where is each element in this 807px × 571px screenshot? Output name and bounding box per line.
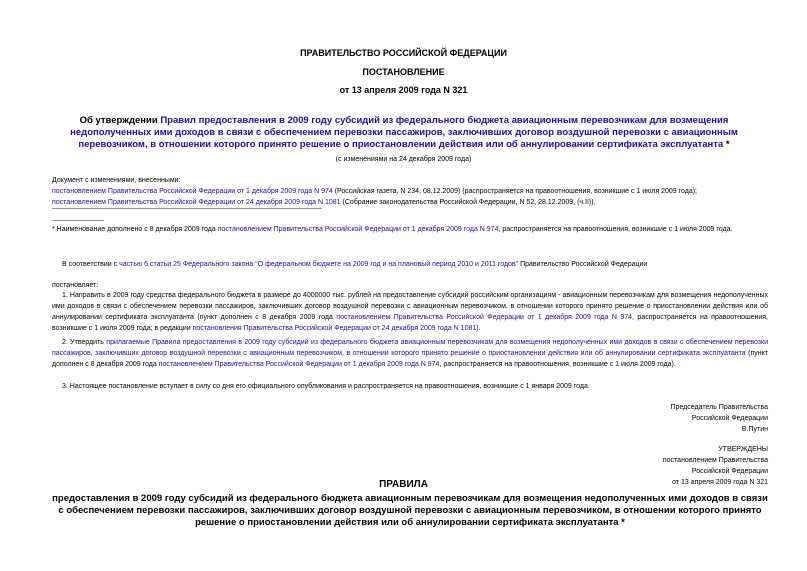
federal-law-link[interactable]: частью 6 статьи 25 Федерального закона "О федеральном бюджете на 2009 год и на плановый период 2010 и 2011 годов"	[119, 261, 519, 268]
change-1-link[interactable]: постановлением Правительства Российской Федерации от 1 декабря 2009 года N 974	[52, 188, 333, 195]
item-1-text: 1. Направить в 2009 году средства федерального бюджета в размере до 4000000 тыс. рублей на предоставление субсидий российским организациям - авиационным перевозчикам для возмещения недополученных ими доходов в связи с обеспечением перевозки пассажиров, заключивших договор воздушной перевозки с авиационным перевозчиком, в отношении которого принято решение о приостановлении действия или об аннулировании сертификата эксплуатанта (пункт дополнен с 8 декабря 2009 года	[52, 292, 768, 321]
change-2-link[interactable]: постановлением Правительства Российской Федерации от 24 декабря 2009 года N 1081	[52, 199, 341, 206]
item-2-text: 2. Утвердить	[62, 339, 107, 346]
signature-block	[520, 402, 768, 435]
divider	[52, 208, 322, 209]
footnote	[52, 226, 772, 233]
change-item-2	[52, 197, 772, 208]
rules-heading: ПРАВИЛА	[379, 479, 428, 490]
item-1-text-mid: , распространяется на правоотношения, возникшие с 1 июля 2009 года; в редакции	[52, 314, 768, 332]
title-rules-link[interactable]: Правил предоставления в 2009 году субсидий из федерального бюджета авиационным перевозчикам для возмещения недополученных ими доходов в связи с обеспечением перевозки пассажиров, заключивших договор воздушной перевозки с авиационным перевозчиком, в отношении которого принято решение о приостановлении действия или об аннулировании сертификата эксплуатанта	[70, 115, 738, 150]
approval-heading: УТВЕРЖДЕНЫ	[718, 446, 768, 453]
item-2-rules-link[interactable]: прилагаемые Правила предоставления в 2009 году субсидий из федерального бюджета авиационным перевозчикам для возмещения недополученных ими доходов в связи с обеспечением перевозки пассажиров, заключивших договор воздушной перевозки с авиационным перевозчиком, в отношении которого принято решение о приостановлении действия или об аннулировании сертификата эксплуатанта	[52, 339, 768, 357]
signature-name: В.Путин	[741, 426, 768, 433]
item-2-text-end: , распространяется на правоотношения, возникшие с 1 июля 2009 года).	[439, 361, 676, 368]
item-2-text-mid: (пункт дополнен с 8 декабря 2009 года	[52, 350, 769, 368]
footnote-divider	[52, 220, 104, 221]
item-1	[52, 290, 768, 334]
change-2-text: (Собрание законодательства Российской Федерации, N 52, 28.12.2009, (ч.II)).	[340, 199, 596, 206]
doc-type-heading: ПОСТАНОВЛЕНИЕ	[362, 67, 445, 77]
footnote-text: * Наименование дополнено с 8 декабря 2009 года	[52, 226, 218, 233]
preamble	[52, 259, 772, 270]
item-3: 3. Настоящее постановление вступает в силу со дня его официального опубликования и распространяется на правоотношения, возникшие с 1 января 2009 года.	[62, 383, 590, 390]
approval-line-3: Российской Федерации	[691, 468, 768, 475]
approval-date: от 13 апреля 2009 года N 321	[672, 479, 768, 486]
change-item-1	[52, 186, 772, 197]
item-1-link-2[interactable]: постановления Правительства Российской Федерации от 24 декабря 2009 года N 1081	[192, 325, 477, 332]
date-number-heading: от 13 апреля 2009 года N 321	[339, 85, 468, 95]
signature-country: Российской Федерации	[691, 415, 768, 422]
decrees-label: постановляет:	[52, 282, 99, 289]
signature-title: Председатель Правительства	[670, 404, 768, 411]
title-suffix: *	[723, 139, 730, 150]
item-1-link-1[interactable]: постановлением Правительства Российской Федерации от 1 декабря 2009 года N 974	[336, 314, 633, 321]
title-prefix: Об утверждении	[79, 115, 161, 126]
rules-title: предоставления в 2009 году субсидий из федерального бюджета авиационным перевозчикам для возмещения недополученных ими доходов в связи с обеспечением перевозки пассажиров, заключивших договор воздушной перевозки с авиационным перевозчиком, в отношении которого принято решение о приостановлении действия или об аннулировании сертификата эксплуатанта *	[52, 493, 768, 528]
document-title	[44, 115, 764, 151]
preamble-text: В соответствии с	[62, 261, 120, 268]
footnote-text-end: , распространяется на правоотношения, возникшие с 1 июля 2009 года.	[498, 226, 733, 233]
change-1-text: (Российская газета, N 234, 08.12.2009) (распространяется на правоотношения, возникшие с 1 июля 2009 года);	[332, 188, 698, 195]
preamble-text-end: Правительство Российской Федерации	[518, 261, 648, 268]
government-heading: ПРАВИТЕЛЬСТВО РОССИЙСКОЙ ФЕДЕРАЦИИ	[300, 48, 507, 58]
changes-block	[52, 175, 772, 208]
changes-intro: Документ с изменениями, внесенными:	[52, 177, 181, 184]
revision-note: (с изменениями на 24 декабря 2009 года)	[335, 156, 472, 163]
footnote-link[interactable]: постановлением Правительства Российской Федерации от 1 декабря 2009 года N 974	[217, 226, 499, 233]
approval-line-2: постановлением Правительства	[662, 457, 768, 464]
item-2-link-2[interactable]: постановлением Правительства Российской Федерации от 1 декабря 2009 года N 974	[158, 361, 440, 368]
item-2	[52, 337, 768, 370]
item-1-text-end: ).	[476, 325, 481, 332]
